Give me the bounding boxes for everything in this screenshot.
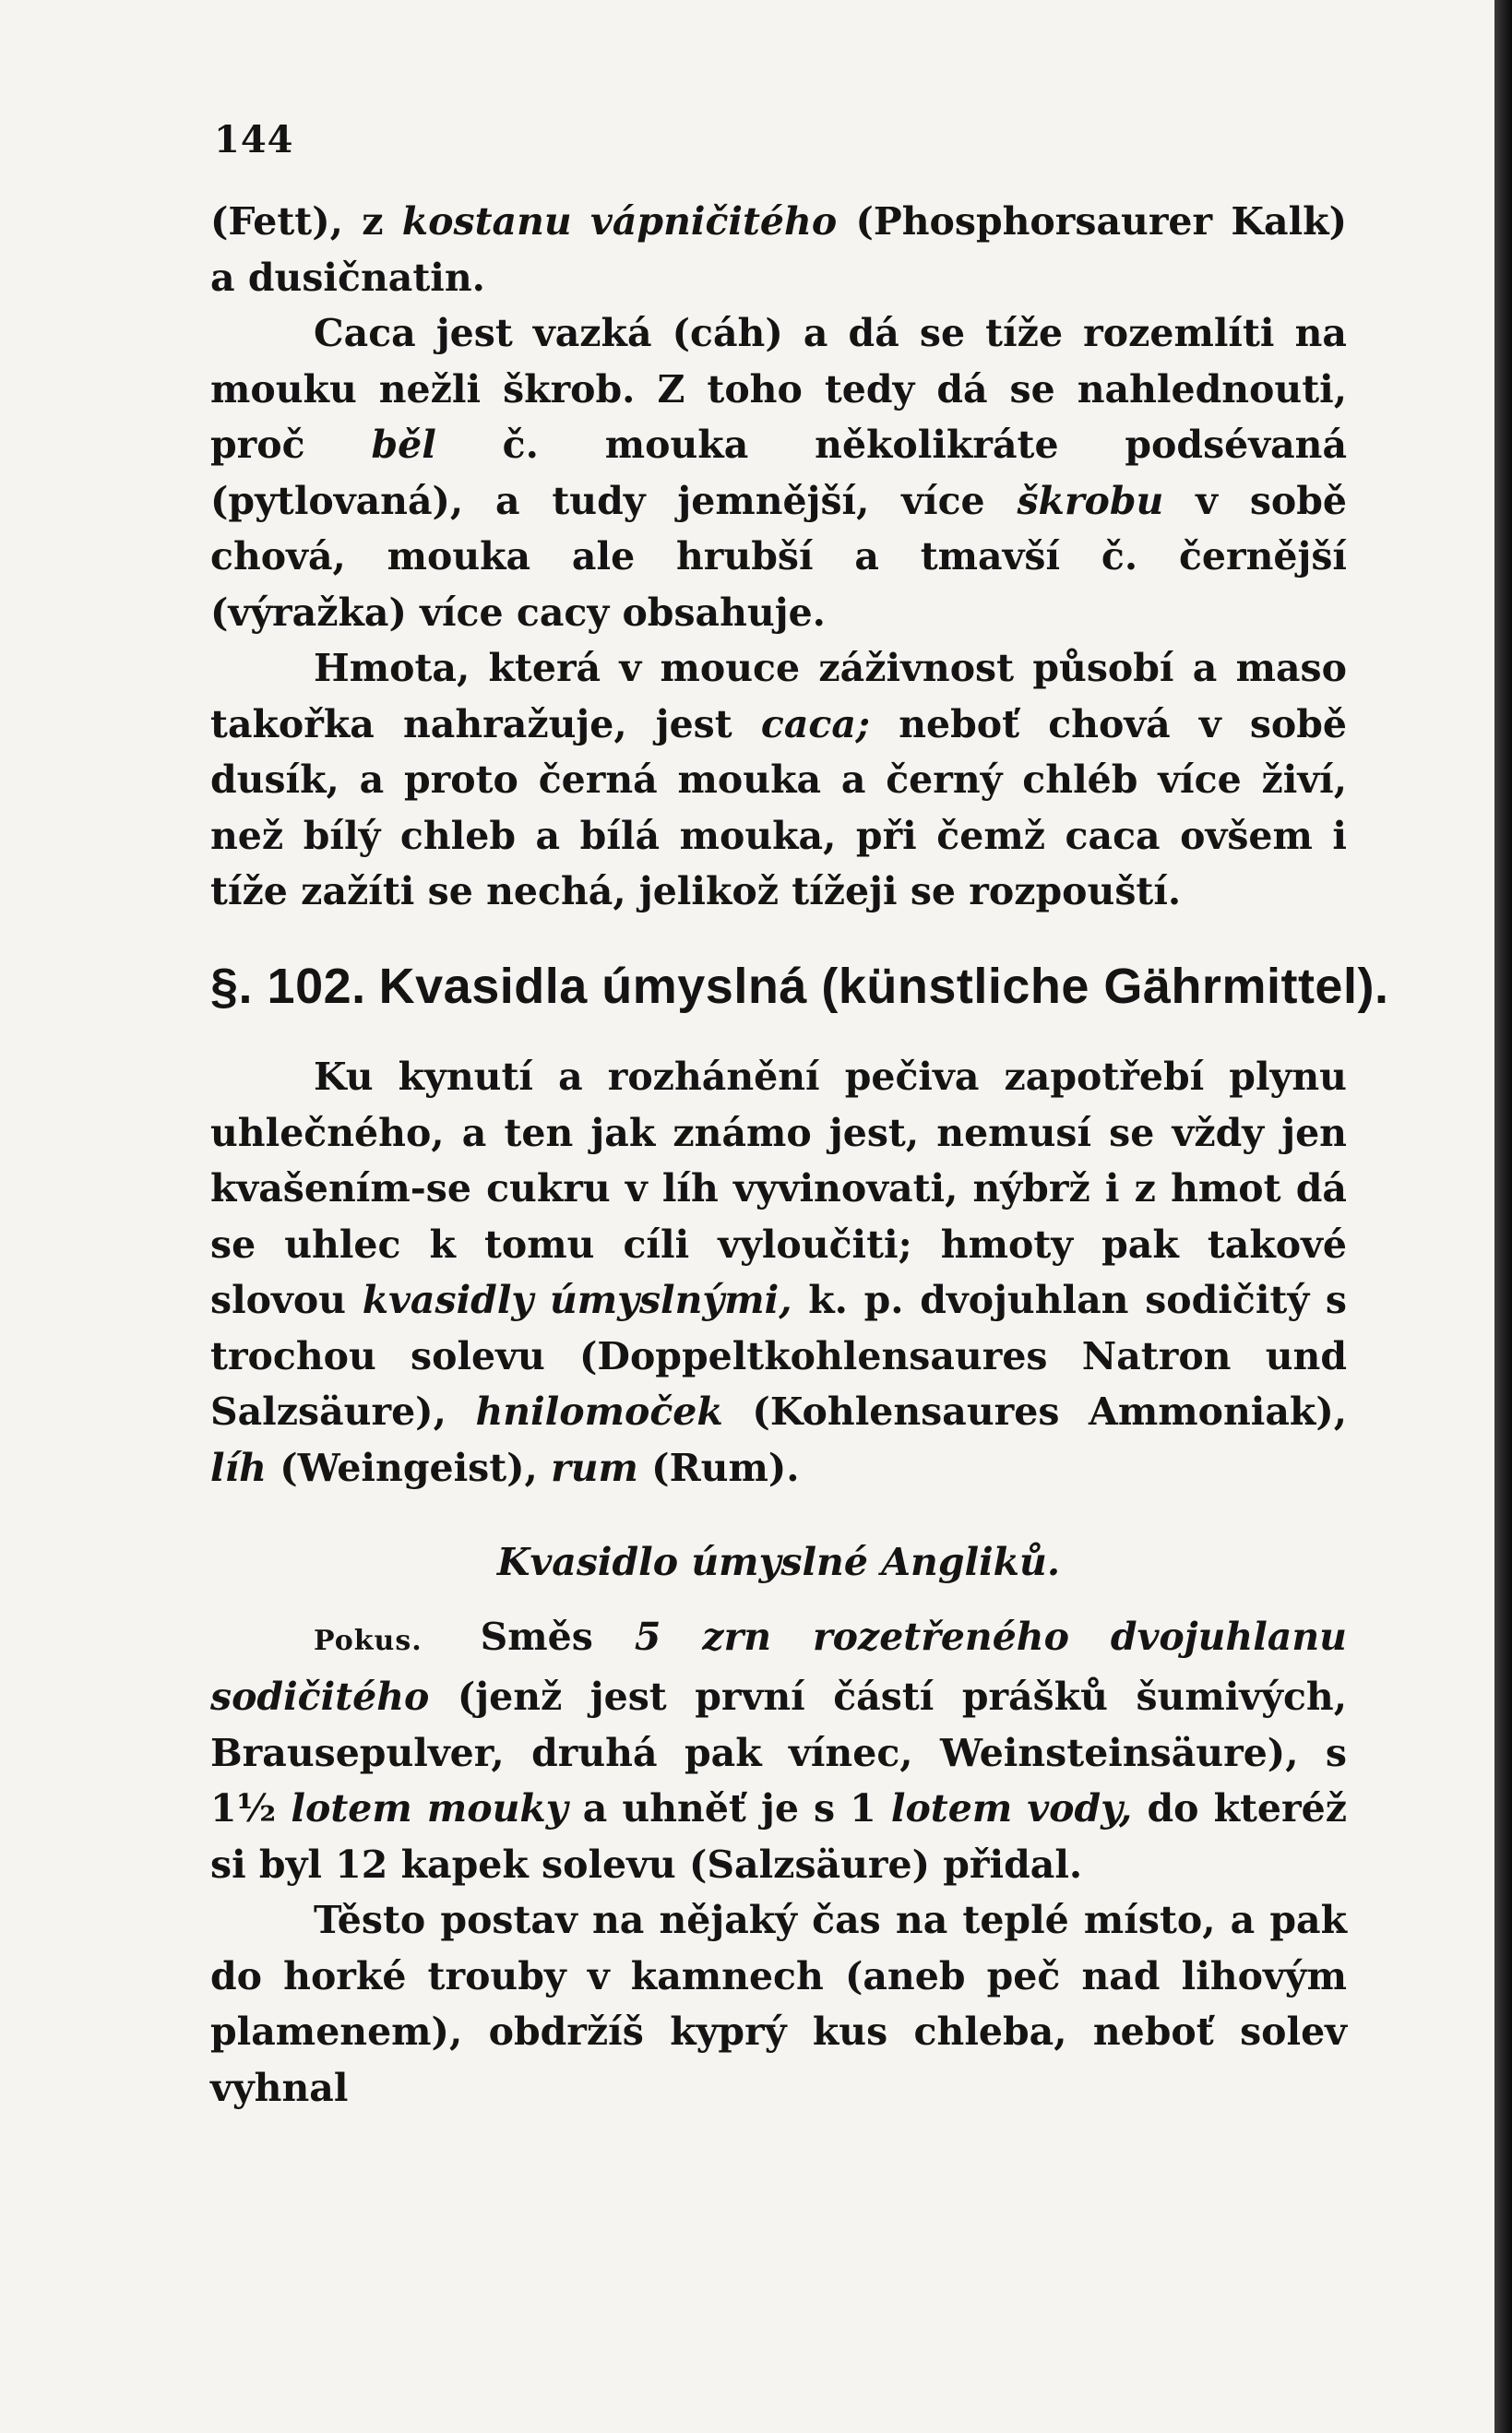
italic-term: caca; <box>760 701 871 746</box>
text-run: Ku kynutí a rozhánění pečiva zapotřebí plynu uhlečného, a ten jak známo jest, nemusí se vždy jen kvašením-se cukru v líh vyvinovati, nýbrž i z hmot dá se uhlec k tomu cíli vyloučiti; hmoty pak takové slovou <box>210 1055 1347 1322</box>
italic-term: běl <box>371 423 436 467</box>
italic-term: škrobu <box>1017 478 1164 523</box>
text-run: v sobě chová, mouka ale hrubší a tmavší č. černější (výražka) více cacy obsahuje. <box>210 478 1347 635</box>
paragraph-1 <box>210 194 1347 305</box>
italic-term: líh <box>210 1445 267 1490</box>
text-run: (Weingeist), <box>266 1445 552 1490</box>
text-run: k. p. dvojuhlan sodičitý s trochou solevu (Doppeltkohlensaures Natron und Salzsäure), <box>210 1278 1347 1434</box>
italic-term: kvasidly úmyslnými, <box>362 1278 792 1322</box>
paragraph-5 <box>210 1609 1347 1893</box>
section-title: Kvasidla úmyslná (künstliche Gährmittel). <box>378 958 1389 1014</box>
italic-term: lotem mouky <box>291 1786 568 1831</box>
paragraph-6 <box>210 1892 1347 2116</box>
italic-term: kostanu vápničitého <box>401 199 838 244</box>
text-run: č. mouka několikráte podsévaná (pytlovaná), a tudy jemnější, více <box>210 423 1348 523</box>
section-heading <box>210 958 1389 1015</box>
italic-term: 5 zrn rozetřeného dvojuhlanu sodičitého <box>210 1614 1347 1719</box>
pokus-label: Pokus. <box>314 1624 423 1657</box>
text-run: do kteréž si byl 12 kapek solevu (Salzsäure) přidal. <box>210 1786 1347 1887</box>
subheading: Kvasidlo úmyslné Angliků. <box>496 1540 1061 1584</box>
italic-term: rum <box>551 1445 638 1490</box>
page-number: 144 <box>214 118 294 161</box>
text-run: (Kohlensaures Ammoniak), <box>722 1389 1347 1434</box>
text-run: Hmota, která v mouce záživnost působí a maso takořka nahražuje, jest <box>210 646 1347 746</box>
text-run: (Phosphorsaurer Kalk) a dusičnatin. <box>210 199 1347 300</box>
page-edge-shadow <box>1494 0 1512 2433</box>
text-run: neboť chová v sobě dusík, a proto černá mouka a černý chléb více živí, než bílý chleb a bílá mouka, při čemž caca ovšem i tíže zažíti se nechá, jelikož tížeji se rozpouští. <box>210 701 1348 913</box>
text-run: Směs <box>438 1614 635 1659</box>
paragraph-2 <box>210 305 1347 640</box>
body-text <box>210 194 1389 2116</box>
italic-term: hnilomoček <box>475 1389 723 1434</box>
text-run: (Rum). <box>637 1445 800 1490</box>
text-run: Těsto postav na nějaký čas na teplé místo, a pak do horké trouby v kamnech (aneb peč nad lihovým plamenem), obdržíš kyprý kus chleba, neboť solev vyhnal <box>210 1898 1347 2110</box>
text-run: Caca jest vazká (cáh) a dá se tíže rozemlíti na mouku nežli škrob. Z toho tedy dá se nahlednouti, proč <box>210 311 1347 467</box>
text-run: (jenž jest první částí prášků šumivých, Brausepulver, druhá pak vínec, Weinsteinsäure), s 1½ <box>210 1675 1347 1831</box>
text-run: (Fett), z <box>210 199 402 244</box>
section-symbol: §. 102. <box>210 958 366 1014</box>
paragraph-3 <box>210 640 1347 920</box>
paragraph-4 <box>210 1049 1347 1496</box>
italic-term: lotem vody, <box>890 1786 1133 1831</box>
text-run: a uhněť je s 1 <box>567 1786 891 1831</box>
